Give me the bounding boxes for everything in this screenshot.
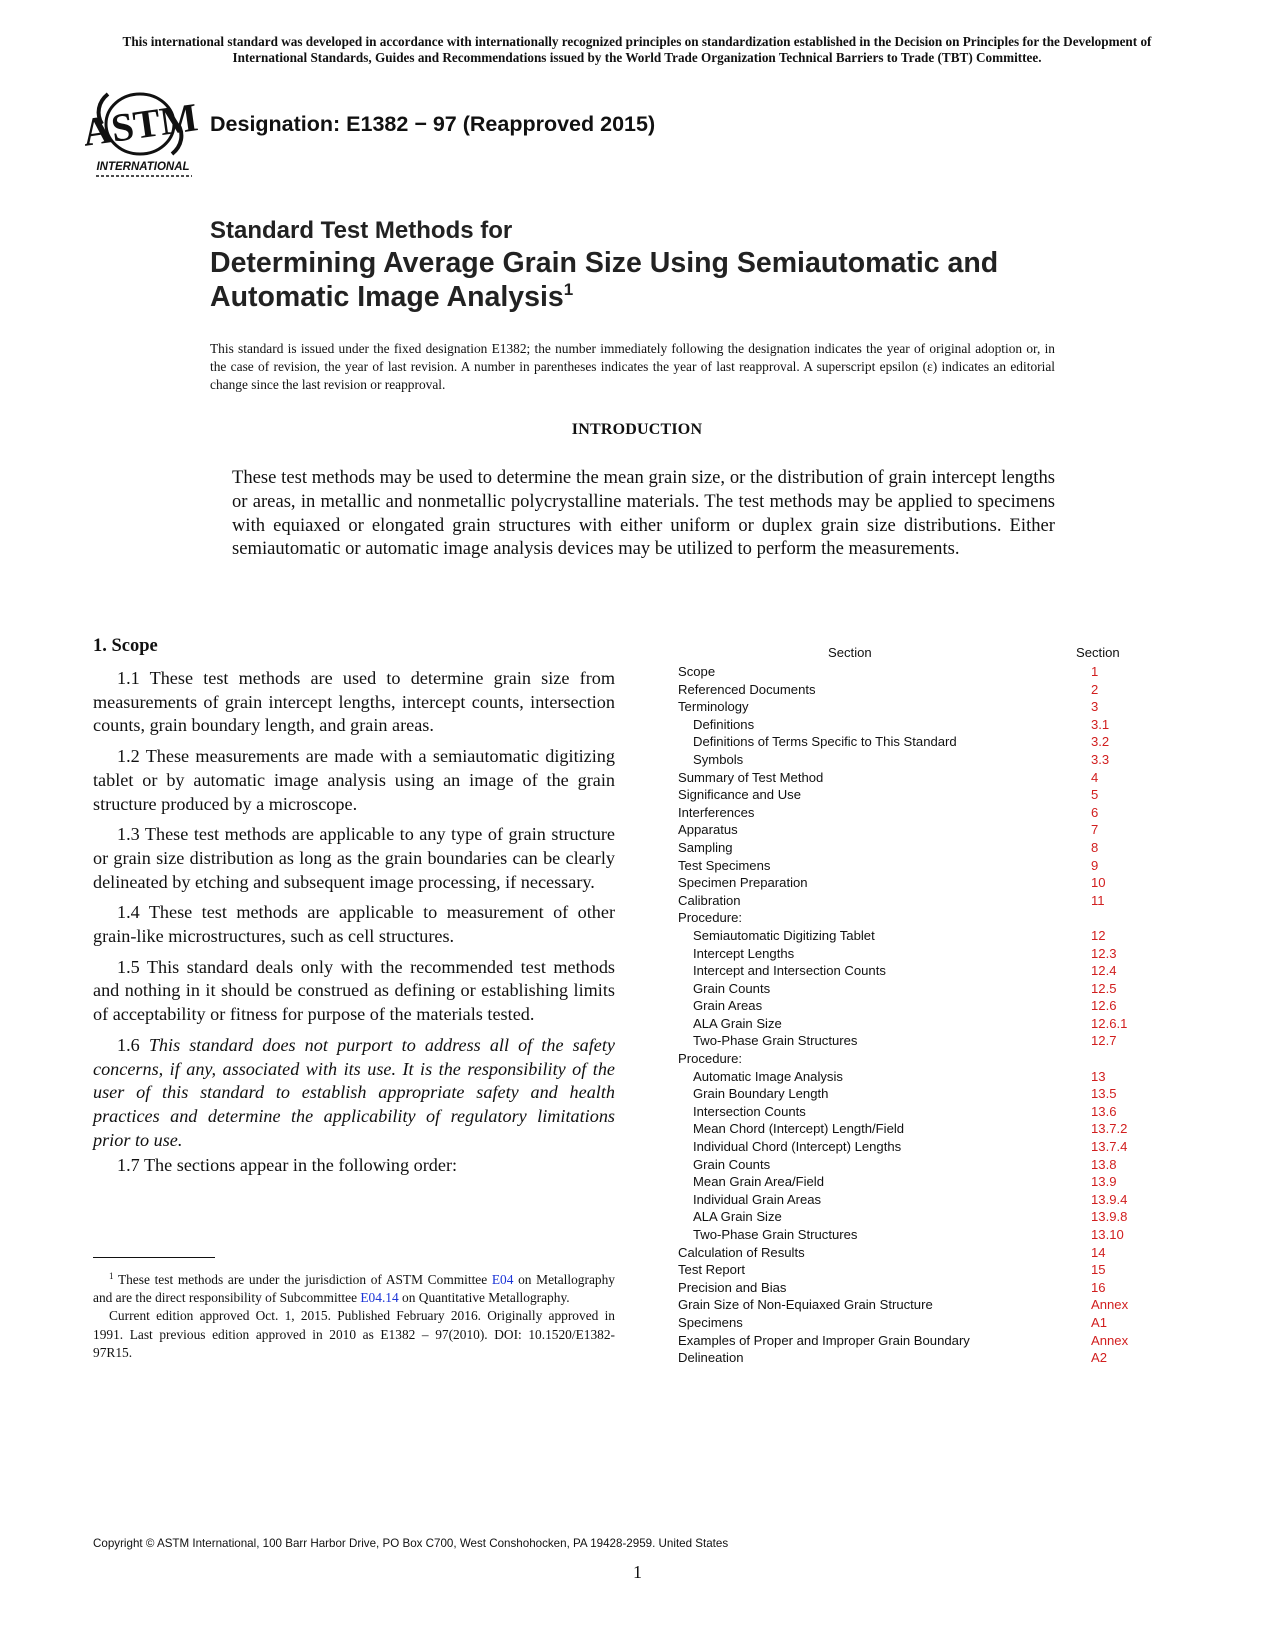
scope-heading: 1. Scope [93, 636, 158, 656]
toc-row-section-number[interactable]: 13.9.8 [1091, 1209, 1128, 1225]
astm-international-logo-icon [79, 84, 201, 180]
toc-row-label: Definitions of Terms Specific to This Standard [693, 734, 957, 750]
toc-row-label: Intersection Counts [693, 1103, 806, 1119]
toc-row-label: Procedure: [678, 1051, 743, 1067]
toc-row [678, 1015, 1148, 1033]
link-e04[interactable]: E04 [491, 1272, 514, 1287]
toc-row-label: Intercept Lengths [693, 945, 795, 961]
toc-row-label: Mean Grain Area/Field [693, 1174, 825, 1190]
toc-row-label: Grain Size of Non-Equiaxed Grain Structure [678, 1297, 933, 1313]
footnote-mark: 1 [109, 1271, 114, 1281]
toc-row [678, 874, 1148, 892]
footnote-1-text-b: on Metallography and are the direct responsibility of Subcommittee [93, 1272, 615, 1306]
toc-row-label: Test Specimens [678, 857, 771, 873]
link-e04-14[interactable]: E04.14 [360, 1290, 399, 1306]
toc-row [678, 1032, 1148, 1050]
toc-row [678, 804, 1148, 822]
toc-row-label: Mean Chord (Intercept) Length/Field [693, 1121, 905, 1137]
toc-row-section-number[interactable]: 9 [1091, 857, 1099, 873]
toc-row-section-number[interactable]: 3 [1091, 699, 1099, 715]
toc-row-label: Definitions [693, 716, 755, 732]
toc-row [678, 751, 1148, 769]
toc-row-section-number[interactable]: 15 [1091, 1262, 1106, 1278]
toc-header-left: Section [828, 645, 872, 660]
footnote-1-text-c: on Quantitative Metallography. [398, 1290, 570, 1306]
scope-paragraph-1-4: 1.4 These test methods are applicable to measurement of other grain-like microstructures, such as cell structures. [93, 902, 615, 947]
toc-row [678, 698, 1148, 716]
toc-row [678, 892, 1148, 910]
logo-wordmark: INTERNATIONAL [96, 161, 190, 173]
toc-row [678, 1244, 1148, 1262]
toc-row-label: ALA Grain Size [693, 1015, 782, 1031]
title-line-2: Determining Average Grain Size Using Semiautomatic and [210, 247, 999, 279]
toc-row-section-number[interactable]: 12 [1091, 927, 1106, 943]
toc-row-section-number[interactable]: 13.9.4 [1091, 1191, 1128, 1207]
toc-row-section-number[interactable]: 12.6 [1091, 998, 1117, 1014]
toc-row-label: Calculation of Results [678, 1244, 805, 1260]
title-line-1: Standard Test Methods for [210, 217, 513, 244]
introduction-paragraph: These test methods may be used to determine the mean grain size, or the distribution of grain intercept lengths or areas, in metallic and nonmetallic polycrystalline materials. The test methods may be applied to specimens with equiaxed or elongated grain structures with either uniform or duplex grain size distributions. Either semiautomatic or automatic image analysis devices may be utilized to perform the measurements. [232, 467, 1055, 560]
title-line-3-text: Automatic Image Analysis [210, 281, 564, 313]
footnote-1-text-a: These test methods are under the jurisdiction of ASTM Committee [117, 1272, 492, 1287]
toc-row-label: Individual Chord (Intercept) Lengths [693, 1139, 902, 1155]
toc-row [678, 962, 1148, 980]
toc-row [678, 663, 1148, 681]
introduction-text [232, 466, 1055, 561]
toc-row-section-number[interactable]: 12.3 [1091, 945, 1117, 961]
toc-row-section-number[interactable]: 6 [1091, 804, 1099, 820]
toc-row-section-number[interactable]: 13.8 [1091, 1156, 1117, 1172]
footnote-divider [93, 1257, 215, 1258]
issue-note: This standard is issued under the fixed designation E1382; the number immediately following the designation indicates the year of original adoption or, in the case of revision, the year of last revision. A number in parentheses indicates the year of last reapproval. A superscript epsilon (ε) indicates an editorial change since the last revision or reapproval. [210, 341, 1055, 392]
toc-row [678, 1085, 1148, 1103]
toc-row-section-number[interactable]: 13.10 [1091, 1227, 1124, 1242]
scope-paragraph-1-2: 1.2 These measurements are made with a semiautomatic digitizing tablet or by automatic image analysis using an image of the grain structure produced by a microscope. [93, 746, 615, 814]
toc-row-section-number[interactable]: 1 [1091, 664, 1099, 679]
toc-row [678, 1068, 1148, 1086]
toc-row [678, 857, 1148, 875]
toc-row-label: Delineation [678, 1350, 744, 1366]
toc-row-label: Specimen Preparation [678, 875, 808, 891]
toc-row-label: Procedure: [678, 910, 743, 926]
scope-paragraph-1-6 [93, 1034, 615, 1153]
scope-paragraph-1-3: 1.3 These test methods are applicable to any type of grain structure or grain size distribution as long as the grain boundaries can be clearly delineated by etching and subsequent image processing, if necessary. [93, 824, 615, 892]
toc-row [678, 997, 1148, 1015]
toc-row [678, 1226, 1148, 1244]
toc-row [678, 839, 1148, 857]
toc-row [678, 1050, 1148, 1068]
toc-row-section-number[interactable]: A2 [1091, 1350, 1108, 1366]
scope-section [93, 636, 615, 1185]
toc-row [678, 1314, 1148, 1332]
page-number: 1 [633, 1562, 642, 1582]
toc-row [678, 909, 1148, 927]
toc-row-label: Specimens [678, 1314, 743, 1330]
astm-logo [79, 84, 201, 180]
toc-row-section-number[interactable]: 3.2 [1091, 734, 1110, 750]
toc-row [678, 1296, 1148, 1314]
toc-row-label: Individual Grain Areas [693, 1191, 822, 1207]
toc-row [678, 1279, 1148, 1297]
toc-row-label: Two-Phase Grain Structures [693, 1033, 858, 1049]
toc-row-label: Intercept and Intersection Counts [693, 963, 886, 979]
introduction-heading: INTRODUCTION [571, 421, 703, 438]
toc-row-label: Test Report [678, 1262, 745, 1278]
toc-row [678, 786, 1148, 804]
toc-rows [678, 663, 1148, 1367]
toc-row [678, 927, 1148, 945]
toc-row-label: Calibration [678, 892, 741, 908]
copyright-notice: Copyright © ASTM International, 100 Barr Harbor Drive, PO Box C700, West Conshohocken, PA 19428-2959. United States [93, 1537, 729, 1550]
toc-row [678, 1349, 1148, 1367]
toc-row-label: Terminology [678, 699, 749, 715]
toc-row-label: Grain Areas [693, 998, 763, 1014]
toc-row [678, 821, 1148, 839]
toc-row-section-number[interactable]: A1 [1091, 1314, 1108, 1330]
toc-row [678, 1156, 1148, 1174]
toc-row-section-number[interactable]: 10 [1091, 875, 1106, 891]
toc-row-section-number[interactable]: Annex [1091, 1332, 1129, 1348]
toc-row-label: Grain Boundary Length [693, 1086, 829, 1102]
toc-row-section-number[interactable]: 2 [1091, 681, 1099, 697]
toc-row [678, 1191, 1148, 1209]
toc-row [678, 1138, 1148, 1156]
toc-row-section-number[interactable]: 4 [1091, 769, 1099, 785]
toc-row [678, 945, 1148, 963]
toc-row-section-number[interactable]: 14 [1091, 1244, 1106, 1260]
toc-row-label: Interferences [678, 804, 755, 820]
toc-row-label: Summary of Test Method [678, 769, 824, 785]
toc-row [678, 733, 1148, 751]
toc-header-right: Section [1076, 645, 1120, 660]
toc-row [678, 716, 1148, 734]
scope-paragraph-1-6-number: 1.6 [117, 1034, 140, 1055]
safety-caveat: This standard does not purport to address all of the safety concerns, if any, associated with its use. It is the responsibility of the user of this standard to establish appropriate safety and health practices and determine the applicability of regulatory limitations prior to use. [93, 1034, 616, 1150]
toc-row-label: ALA Grain Size [693, 1209, 782, 1225]
toc-row [678, 1261, 1148, 1279]
title-footnote-ref: 1 [563, 280, 574, 299]
toc-row-label: Semiautomatic Digitizing Tablet [693, 927, 875, 943]
toc-row [678, 681, 1148, 699]
toc-row-label: Precision and Bias [678, 1279, 787, 1295]
toc-row-section-number[interactable]: 12.6.1 [1091, 1015, 1128, 1031]
toc-row [678, 1103, 1148, 1121]
toc-row-section-number[interactable]: 12.7 [1091, 1033, 1117, 1049]
toc-row [678, 1173, 1148, 1191]
toc-row [678, 1332, 1148, 1350]
toc-header [678, 645, 1148, 663]
toc-row-label: Symbols [693, 751, 744, 767]
toc-row-label: Two-Phase Grain Structures [693, 1227, 858, 1242]
toc-row-section-number[interactable]: 13.9 [1091, 1174, 1117, 1190]
toc-row-section-number[interactable]: 8 [1091, 839, 1099, 855]
logo-letters: ASTM [79, 94, 201, 155]
toc-row [678, 980, 1148, 998]
toc-row-label: Referenced Documents [678, 681, 816, 697]
toc-row-label: Grain Counts [693, 980, 771, 996]
footnotes [93, 1271, 615, 1362]
scope-paragraph-1-1: 1.1 These test methods are used to determine grain size from measurements of grain intercept lengths, intercept counts, intersection counts, grain boundary length, and grain areas. [93, 668, 615, 736]
toc-row-section-number[interactable]: 5 [1091, 787, 1099, 803]
toc-row-label: Grain Counts [693, 1156, 771, 1172]
toc-row-section-number[interactable]: 16 [1091, 1279, 1106, 1295]
designation: Designation: E1382 − 97 (Reapproved 2015) [210, 112, 656, 136]
toc-row-section-number[interactable]: 11 [1091, 892, 1105, 908]
toc-row-section-number[interactable]: 12.5 [1091, 980, 1117, 996]
footnote-1 [93, 1271, 615, 1307]
toc-row-section-number[interactable]: 13.5 [1091, 1086, 1117, 1102]
toc-row-label: Significance and Use [678, 787, 802, 803]
toc-row-section-number[interactable]: 3.3 [1091, 751, 1110, 767]
toc-row-section-number[interactable]: Annex [1091, 1297, 1129, 1313]
toc-row-label: Apparatus [678, 822, 738, 838]
title-line-3 [210, 280, 1110, 314]
toc-row-label: Sampling [678, 839, 733, 855]
toc-row-section-number[interactable]: 12.4 [1091, 963, 1117, 979]
toc-row-label: Automatic Image Analysis [693, 1068, 843, 1084]
wto-header-note: This international standard was developed in accordance with internationally recognized principles on standardization established in the Decision on Principles for the Development of International Standards, Guides and Recommendations issued by the World Trade Organization Technical Barriers to Trade (TBT) Committee. [122, 34, 1152, 65]
footnote-edition: Current edition approved Oct. 1, 2015. Published February 2016. Originally approved in 1991. Last previous edition approved in 2010 as E1382 – 97(2010). DOI: 10.1520/E1382-97R15. [93, 1308, 615, 1360]
toc-row-label: Examples of Proper and Improper Grain Boundary [678, 1332, 970, 1348]
document-title [210, 216, 1110, 314]
toc-row [678, 1208, 1148, 1226]
toc-row [678, 1120, 1148, 1138]
toc-row-section-number[interactable]: 13.7.4 [1091, 1139, 1128, 1155]
toc-row-section-number[interactable]: 7 [1091, 822, 1099, 838]
section-order-table [678, 645, 1148, 1367]
toc-row-section-number[interactable]: 13 [1091, 1068, 1106, 1084]
scope-paragraph-1-7: 1.7 The sections appear in the following order: [117, 1155, 458, 1176]
toc-row-label: Scope [678, 664, 716, 679]
scope-paragraph-1-5: 1.5 This standard deals only with the recommended test methods and nothing in it should be construed as defining or establishing limits of acceptability or fitness for purpose of the materials tested. [93, 956, 615, 1025]
toc-row [678, 769, 1148, 787]
toc-row-section-number[interactable]: 3.1 [1091, 716, 1110, 732]
toc-row-section-number[interactable]: 13.6 [1091, 1103, 1117, 1119]
toc-row-section-number[interactable]: 13.7.2 [1091, 1121, 1128, 1137]
